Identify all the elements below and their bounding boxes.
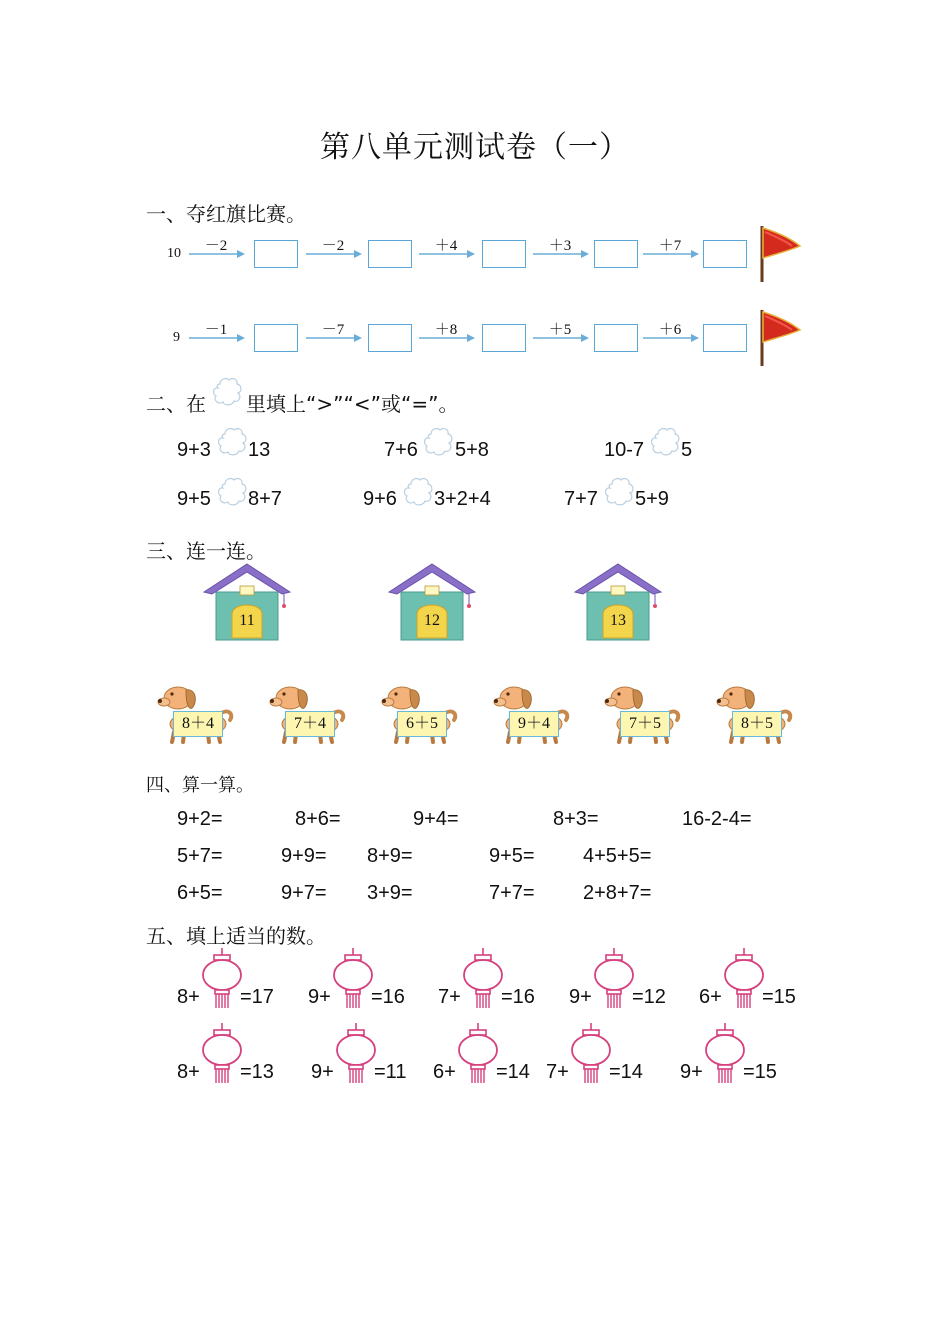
compare-left: 9+6: [363, 488, 397, 510]
arrow-icon: [643, 248, 699, 260]
fill-post: =13: [240, 1061, 274, 1083]
fill-post: =16: [501, 986, 535, 1008]
cloud-answer[interactable]: [402, 476, 434, 508]
lantern-answer[interactable]: [331, 948, 375, 1010]
house-number: 12: [424, 612, 440, 629]
house-number: 13: [610, 612, 626, 629]
compare-left: 9+3: [177, 439, 211, 461]
lantern-answer[interactable]: [703, 1023, 747, 1085]
calc-problem[interactable]: 9+7=: [281, 882, 327, 904]
answer-box[interactable]: [594, 324, 638, 352]
fill-pre: 6+: [699, 986, 722, 1008]
fill-pre: 8+: [177, 1061, 200, 1083]
fill-pre: 6+: [433, 1061, 456, 1083]
answer-box[interactable]: [368, 324, 412, 352]
answer-box[interactable]: [482, 240, 526, 268]
section2-heading-pre: 二、在: [146, 392, 206, 416]
answer-box[interactable]: [254, 240, 298, 268]
red-flag-icon: [756, 224, 804, 284]
arrow-icon: [533, 248, 589, 260]
fill-post: =14: [496, 1061, 530, 1083]
lantern-answer[interactable]: [200, 948, 244, 1010]
fill-post: =16: [371, 986, 405, 1008]
race2-op: ＋6: [658, 322, 682, 338]
section3-heading: 三、连一连。: [146, 539, 266, 563]
arrow-icon: [189, 248, 245, 260]
cloud-answer[interactable]: [603, 476, 635, 508]
compare-right: 5: [681, 439, 693, 461]
section5-heading: 五、填上适当的数。: [146, 924, 326, 948]
calc-problem[interactable]: 4+5+5=: [583, 845, 652, 867]
lantern-answer[interactable]: [569, 1023, 613, 1085]
race2-op: ＋8: [434, 322, 458, 338]
answer-box[interactable]: [703, 240, 747, 268]
race2-op: －7: [321, 322, 345, 338]
dog-card: 7＋5: [620, 711, 670, 737]
calc-problem[interactable]: 7+7=: [489, 882, 535, 904]
arrow-icon: [419, 332, 475, 344]
answer-box[interactable]: [482, 324, 526, 352]
lantern-answer[interactable]: [456, 1023, 500, 1085]
fill-post: =14: [609, 1061, 643, 1083]
calc-problem[interactable]: 6+5=: [177, 882, 223, 904]
arrow-icon: [306, 332, 362, 344]
fill-post: =12: [632, 986, 666, 1008]
race1-op: －2: [321, 238, 345, 254]
fill-pre: 9+: [569, 986, 592, 1008]
fill-pre: 9+: [308, 986, 331, 1008]
race2-op: ＋5: [548, 322, 572, 338]
dog-card: 9＋4: [509, 711, 559, 737]
cloud-answer[interactable]: [422, 426, 454, 458]
compare-left: 10-7: [604, 439, 645, 461]
fill-pre: 9+: [311, 1061, 334, 1083]
lantern-answer[interactable]: [200, 1023, 244, 1085]
compare-right: 3+2+4: [434, 488, 491, 510]
compare-right: 5+9: [635, 488, 669, 510]
lantern-answer[interactable]: [461, 948, 505, 1010]
dog-card: 7＋4: [285, 711, 335, 737]
race2-op: －1: [204, 322, 228, 338]
dog-card: 6＋5: [397, 711, 447, 737]
arrow-icon: [189, 332, 245, 344]
house-icon[interactable]: [387, 562, 477, 642]
answer-box[interactable]: [594, 240, 638, 268]
calc-problem[interactable]: 9+9=: [281, 845, 327, 867]
cloud-icon: [211, 376, 243, 408]
calc-problem[interactable]: 9+4=: [413, 808, 459, 830]
fill-pre: 8+: [177, 986, 200, 1008]
fill-post: =15: [762, 986, 796, 1008]
section1-heading: 一、夺红旗比赛。: [146, 202, 306, 226]
compare-right: 13: [248, 439, 271, 461]
race1-op: －2: [204, 238, 228, 254]
lantern-answer[interactable]: [334, 1023, 378, 1085]
calc-problem[interactable]: 16-2-4=: [682, 808, 752, 830]
page-title: 第八单元测试卷（一）: [320, 130, 630, 165]
dog-card: 8＋4: [173, 711, 223, 737]
arrow-icon: [306, 248, 362, 260]
house-number: 11: [239, 612, 255, 629]
fill-pre: 9+: [680, 1061, 703, 1083]
calc-problem[interactable]: 9+2=: [177, 808, 223, 830]
race1-op: ＋3: [548, 238, 572, 254]
race1-op: ＋7: [658, 238, 682, 254]
calc-problem[interactable]: 8+6=: [295, 808, 341, 830]
fill-post: =15: [743, 1061, 777, 1083]
calc-problem[interactable]: 8+3=: [553, 808, 599, 830]
cloud-answer[interactable]: [649, 426, 681, 458]
dog-card: 8＋5: [732, 711, 782, 737]
calc-problem[interactable]: 9+5=: [489, 845, 535, 867]
arrow-icon: [419, 248, 475, 260]
race1-op: ＋4: [434, 238, 458, 254]
race1-start: 10: [167, 246, 181, 261]
calc-problem[interactable]: 3+9=: [367, 882, 413, 904]
fill-post: =11: [374, 1061, 407, 1083]
arrow-icon: [643, 332, 699, 344]
cloud-answer[interactable]: [216, 476, 248, 508]
race2-start: 9: [173, 330, 180, 345]
fill-pre: 7+: [438, 986, 461, 1008]
arrow-icon: [533, 332, 589, 344]
lantern-answer[interactable]: [722, 948, 766, 1010]
calc-problem[interactable]: 5+7=: [177, 845, 223, 867]
calc-problem[interactable]: 2+8+7=: [583, 882, 652, 904]
answer-box[interactable]: [254, 324, 298, 352]
fill-post: =17: [240, 986, 274, 1008]
compare-right: 8+7: [248, 488, 282, 510]
house-icon[interactable]: [573, 562, 663, 642]
house-icon[interactable]: [202, 562, 292, 642]
compare-left: 7+7: [564, 488, 598, 510]
answer-box[interactable]: [368, 240, 412, 268]
fill-pre: 7+: [546, 1061, 569, 1083]
compare-left: 7+6: [384, 439, 418, 461]
compare-right: 5+8: [455, 439, 489, 461]
compare-left: 9+5: [177, 488, 211, 510]
lantern-answer[interactable]: [592, 948, 636, 1010]
cloud-answer[interactable]: [216, 426, 248, 458]
section4-heading: 四、算一算。: [146, 775, 254, 796]
section2-heading-post: 里填上“>”“<”或“=”。: [246, 392, 459, 416]
calc-problem[interactable]: 8+9=: [367, 845, 413, 867]
red-flag-icon: [756, 308, 804, 368]
answer-box[interactable]: [703, 324, 747, 352]
